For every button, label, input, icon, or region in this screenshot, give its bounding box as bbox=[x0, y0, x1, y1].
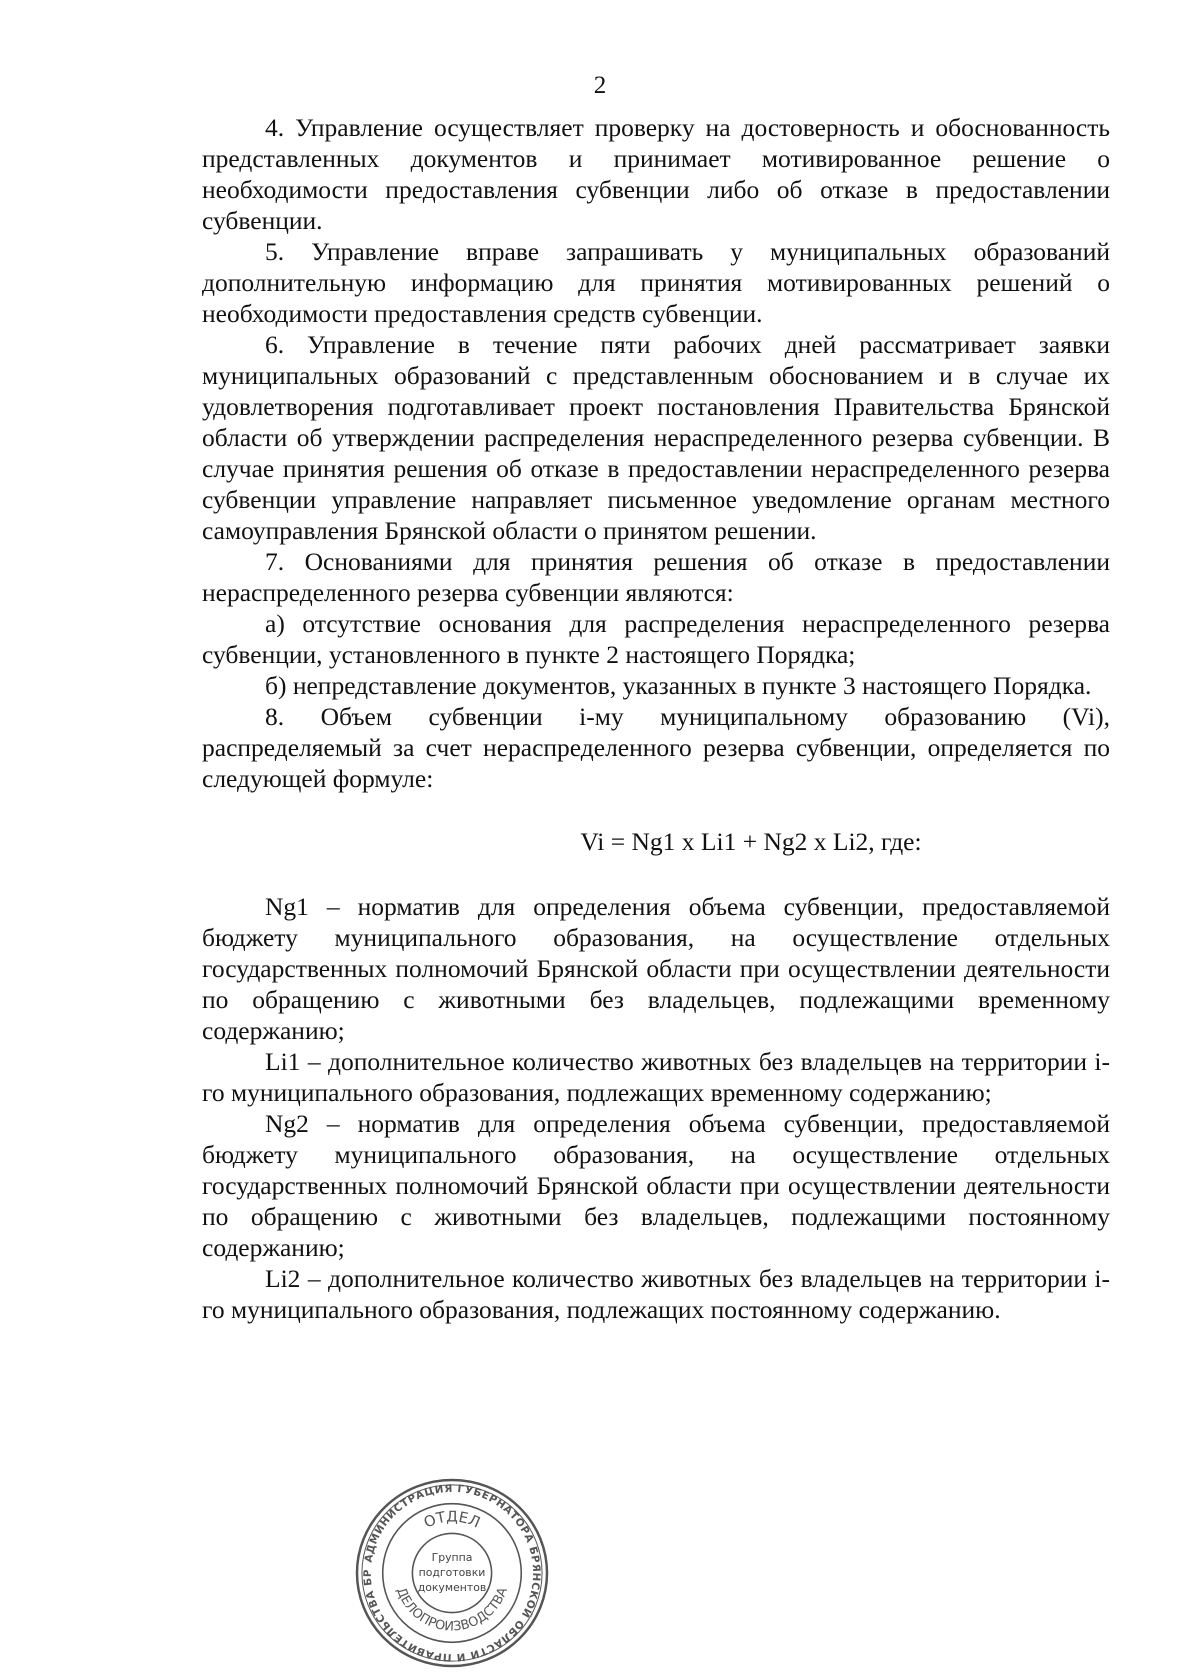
formula: Vi = Ng1 x Li1 + Ng2 x Li2, где: bbox=[580, 827, 922, 856]
document-body bbox=[202, 112, 1110, 1325]
paragraph-5: 5. Управление вправе запрашивать у муниципальных образований дополнительную информацию для принятия мотивированных решений о необходимости предоставления средств субвенции. bbox=[202, 237, 1110, 328]
stamp-center-line-1: Группа bbox=[431, 1551, 473, 1565]
stamp-center-line-3: документов bbox=[417, 1580, 487, 1594]
definition-ng2: Ng2 – норматив для определения объема субвенции, предоставляемой бюджету муниципального образования, на осуществление отдельных государственных полномочий Брянской области при осуществлении деятельности по обращению с животными без владельцев, подлежащими постоянному содержанию; bbox=[202, 1109, 1110, 1262]
stamp-middle-bottom: ДЕЛОПРОИЗВОДСТВА bbox=[393, 1585, 511, 1635]
page-number: 2 bbox=[593, 72, 607, 99]
definition-li1: Li1 – дополнительное количество животных без владельцев на территории i-го муниципального образования, подлежащих временному содержанию; bbox=[202, 1047, 1110, 1107]
definition-ng1: Ng1 – норматив для определения объема субвенции, предоставляемой бюджету муниципального образования, на осуществление отдельных государственных полномочий Брянской области при осуществлении деятельности по обращению с животными без владельцев, подлежащими временному содержанию; bbox=[202, 892, 1110, 1045]
paragraph-7a: а) отсутствие основания для распределения нераспределенного резерва субвенции, установленного в пункте 2 настоящего Порядка; bbox=[202, 609, 1110, 669]
stamp-middle-top: ОТДЕЛ bbox=[421, 1508, 483, 1532]
paragraph-7: 7. Основаниями для принятия решения об отказе в предоставлении нераспределенного резерва субвенции являются: bbox=[202, 547, 1110, 607]
paragraph-8: 8. Объем субвенции i-му муниципальному образованию (Vi), распределяемый за счет нераспределенного резерва субвенции, определяется по следующей формуле: bbox=[202, 702, 1110, 793]
stamp-graphic bbox=[353, 1476, 551, 1670]
paragraph-7b: б) непредставление документов, указанных в пункте 3 настоящего Порядка. bbox=[265, 671, 1092, 700]
paragraph-6: 6. Управление в течение пяти рабочих дней рассматривает заявки муниципальных образований с представленным обоснованием и в случае их удовлетворения подготавливает проект постановления Правительства Брянской области об утверждении распределения нераспределенного резерва субвенции. В случае принятия решения об отказе в предоставлении нераспределенного резерва субвенции управление направляет письменное уведомление органам местного самоуправления Брянской области о принятом решении. bbox=[202, 330, 1110, 545]
stamp-outer-text: АДМИНИСТРАЦИЯ ГУБЕРНАТОРА БРЯНСКОЙ ОБЛАСТИ И ПРАВИТЕЛЬСТВА БР bbox=[361, 1482, 543, 1664]
definition-li2: Li2 – дополнительное количество животных без владельцев на территории i-го муниципального образования, подлежащих постоянному содержанию. bbox=[202, 1264, 1110, 1324]
paragraph-4: 4. Управление осуществляет проверку на достоверность и обоснованность представленных документов и принимает мотивированное решение о необходимости предоставления субвенции либо об отказе в предоставлении субвенции. bbox=[202, 113, 1110, 235]
stamp-center-line-2: подготовки bbox=[418, 1565, 486, 1579]
official-stamp bbox=[353, 1476, 551, 1670]
